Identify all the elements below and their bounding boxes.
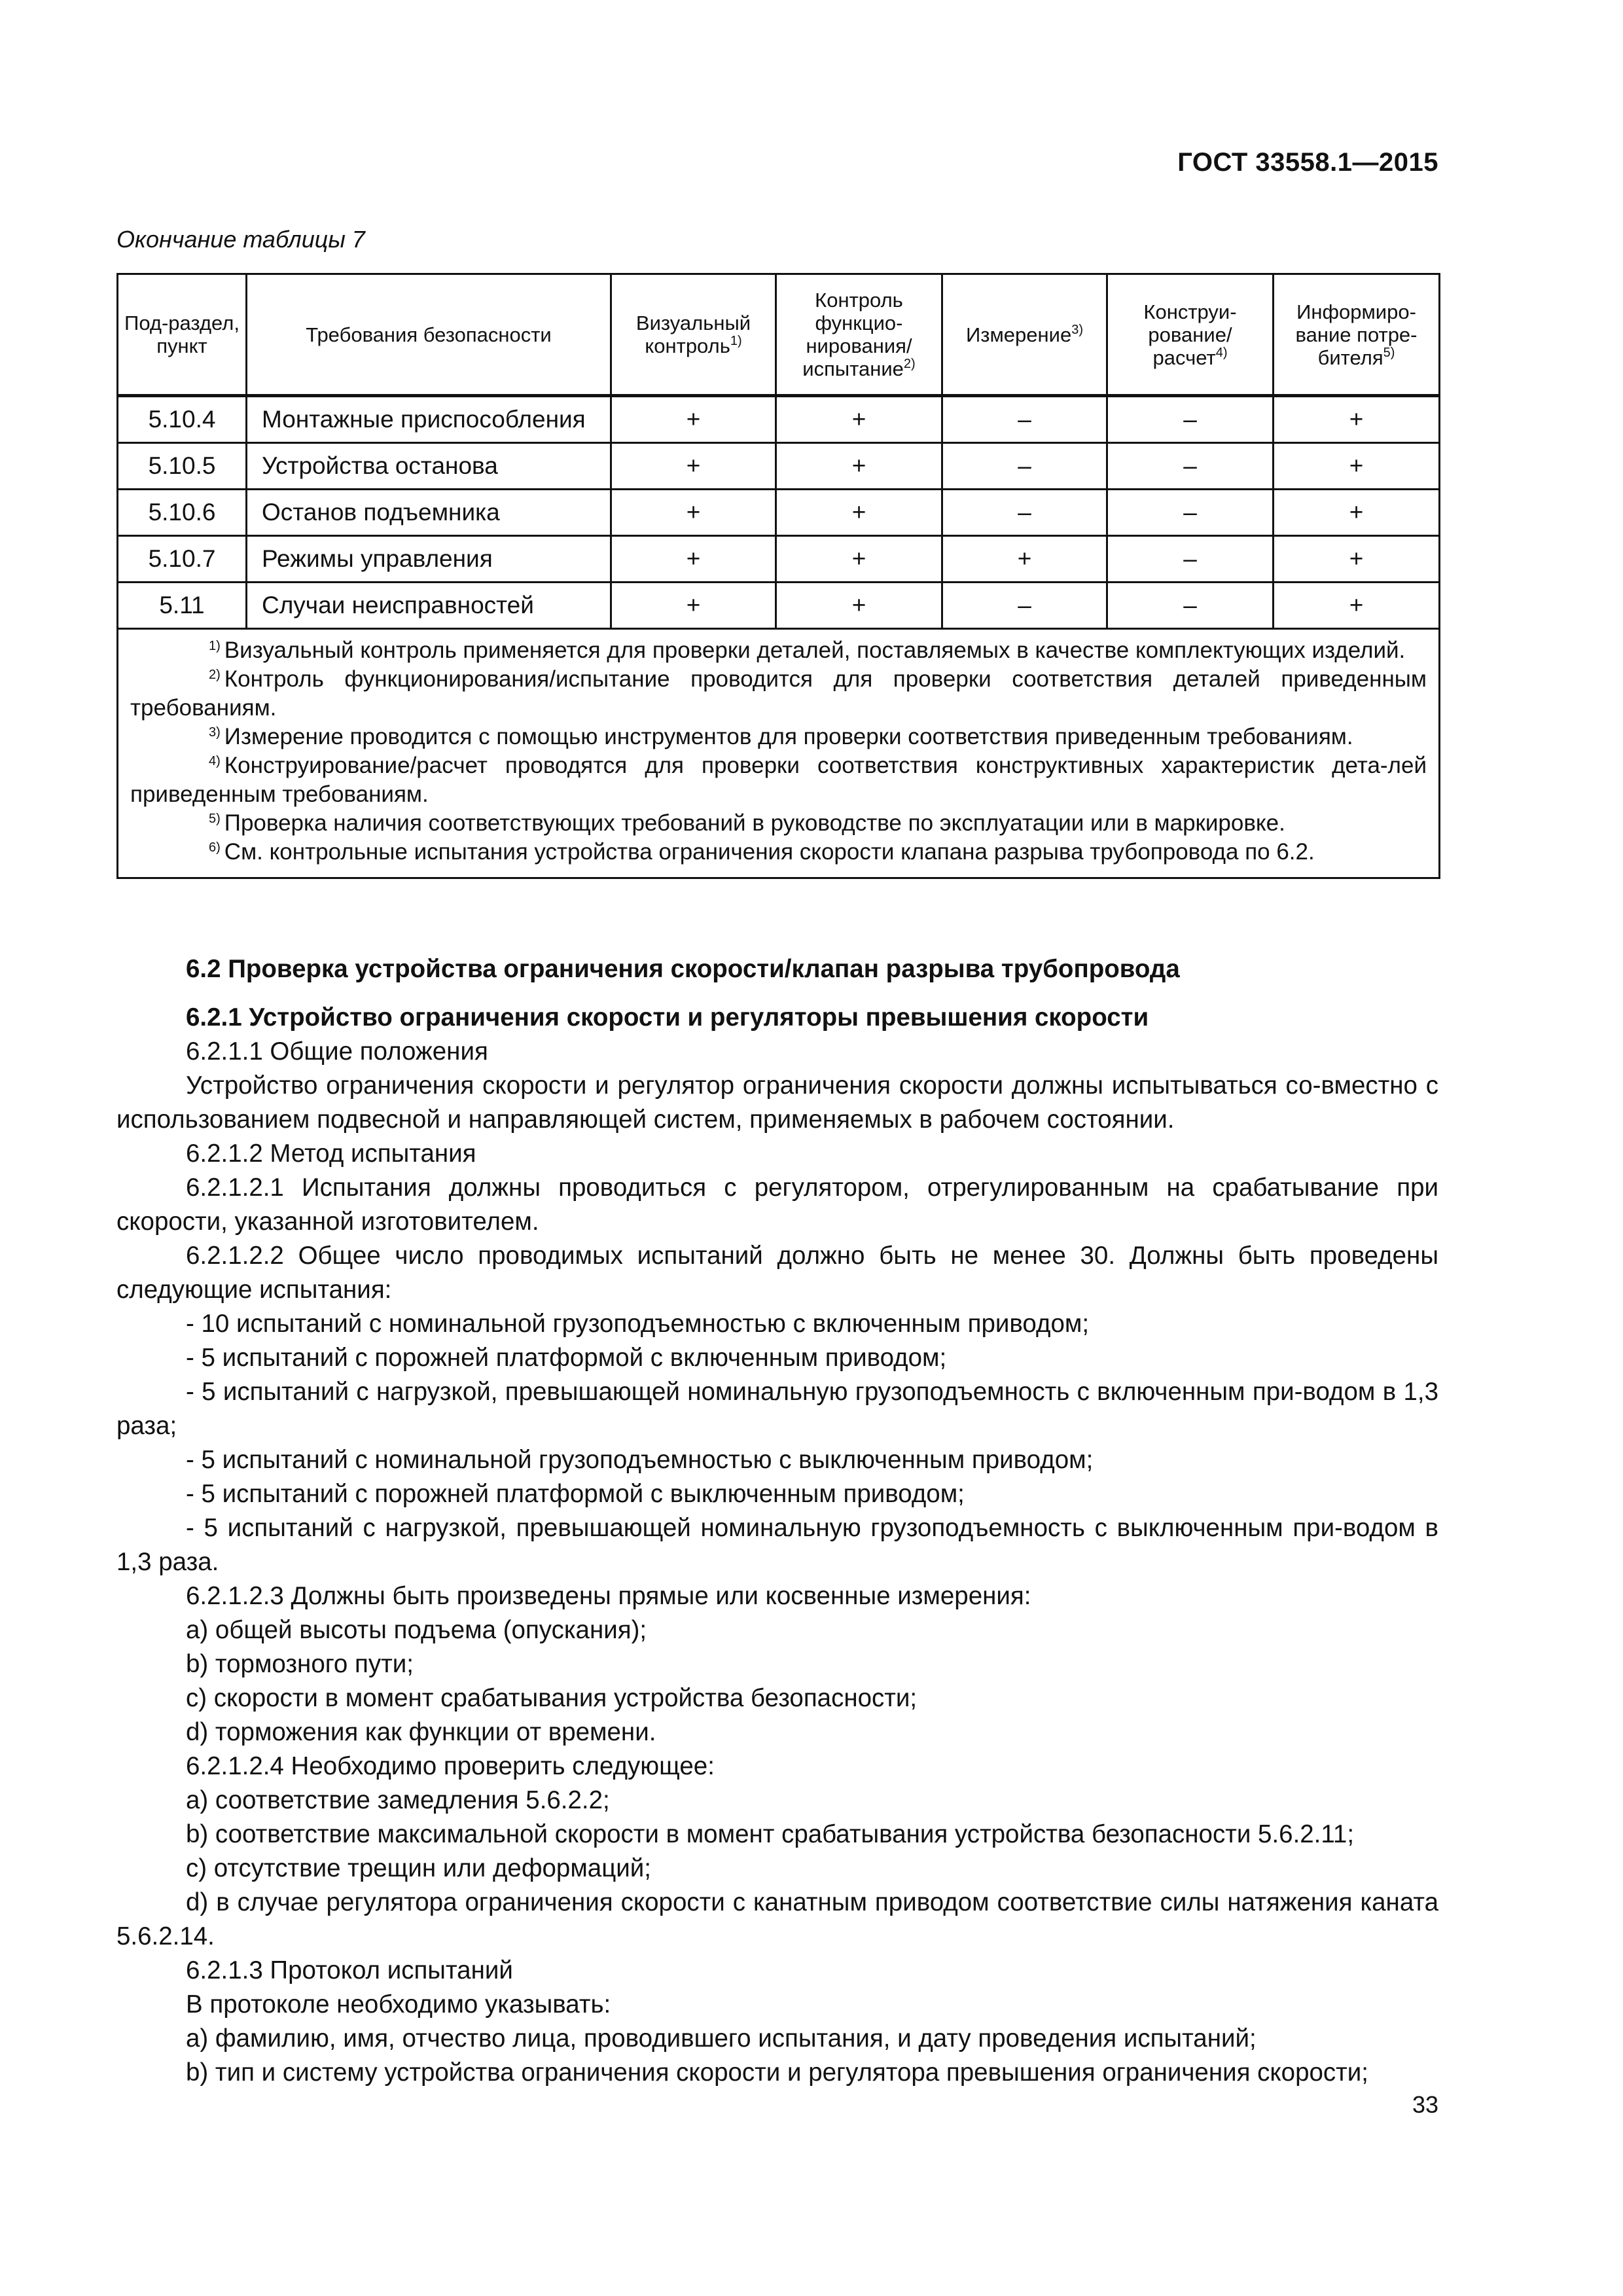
table-footnotes-row <box>118 629 1440 878</box>
cell-visual: + <box>611 396 776 443</box>
cell-section: 5.10.6 <box>118 490 247 536</box>
list-item: b) тип и систему устройства ограничения скорости и регулятора превышения ограничения скорости; <box>186 2058 1368 2087</box>
paragraph: 6.2.1.2.1 Испытания должны проводиться с регулятором, отрегулированным на срабатывание при скорости, указанной изготовителем. <box>116 1174 1438 1236</box>
table-row <box>118 443 1440 490</box>
list-item: a) фамилию, имя, отчество лица, проводившего испытания, и дату проведения испытаний; <box>186 2024 1257 2053</box>
document-standard-number: ГОСТ 33558.1—2015 <box>1177 148 1438 177</box>
table-row <box>118 583 1440 629</box>
cell-design: – <box>1107 396 1274 443</box>
subsection-heading: 6.2.1 Устройство ограничения скорости и регуляторы превышения скорости <box>186 1003 1149 1031</box>
cell-info: + <box>1274 396 1440 443</box>
list-item: d) в случае регулятора ограничения скорости с канатным приводом соответствие силы натяжения каната 5.6.2.14. <box>116 1888 1438 1950</box>
list-item: b) соответствие максимальной скорости в момент срабатывания устройства безопасности 5.6.2.11; <box>186 1820 1355 1848</box>
column-header-visual-check: Визуальный контроль$^{1)}$ <box>611 274 776 396</box>
cell-requirement: Режимы управления <box>247 536 611 583</box>
footnote: $^{5)}$ Проверка наличия соответствующих требований в руководстве по эксплуатации или в маркировке. <box>209 810 1285 836</box>
paragraph: 6.2.1.3 Протокол испытаний <box>186 1956 513 1984</box>
safety-requirements-table <box>116 273 1440 879</box>
paragraph: 6.2.1.1 Общие положения <box>186 1037 488 1066</box>
table-row <box>118 396 1440 443</box>
column-header-function-test: Контроль функцио-нирования/ испытание$^{2)}$ <box>776 274 942 396</box>
cell-function-test: + <box>776 536 942 583</box>
cell-info: + <box>1274 443 1440 490</box>
paragraph: Устройство ограничения скорости и регулятор ограничения скорости должны испытываться со-вместно с использованием подвесной и направляющей систем, применяемых в рабочем состоянии. <box>116 1071 1438 1134</box>
cell-visual: + <box>611 536 776 583</box>
list-item: - 5 испытаний с номинальной грузоподъемностью с выключенным приводом; <box>186 1446 1094 1474</box>
list-item: c) скорости в момент срабатывания устройства безопасности; <box>186 1684 918 1712</box>
cell-measurement: – <box>942 490 1107 536</box>
cell-measurement: + <box>942 536 1107 583</box>
list-item: a) соответствие замедления 5.6.2.2; <box>186 1786 610 1814</box>
table-caption: Окончание таблицы 7 <box>116 226 365 253</box>
list-item: - 10 испытаний с номинальной грузоподъемностью с включенным приводом; <box>186 1310 1090 1338</box>
cell-measurement: – <box>942 396 1107 443</box>
paragraph: 6.2.1.2.2 Общее число проводимых испытаний должно быть не менее 30. Должны быть проведены следующие испытания: <box>116 1242 1438 1304</box>
cell-design: – <box>1107 536 1274 583</box>
cell-measurement: – <box>942 443 1107 490</box>
cell-info: + <box>1274 583 1440 629</box>
page-number: 33 <box>1412 2091 1438 2118</box>
table-row <box>118 490 1440 536</box>
footnote: $^{4)}$ Конструирование/расчет проводятся для проверки соответствия конструктивных характеристик дета-лей приведенным требованиям. <box>130 753 1427 807</box>
column-header-section: Под-раздел, пункт <box>118 274 247 396</box>
list-item: - 5 испытаний с нагрузкой, превышающей номинальную грузоподъемность с включенным при-водом в 1,3 раза; <box>116 1378 1438 1440</box>
footnote: $^{1)}$ Визуальный контроль применяется для проверки деталей, поставляемых в качестве комплектующих изделий. <box>209 637 1406 663</box>
list-item: - 5 испытаний с порожней платформой с включенным приводом; <box>186 1344 947 1372</box>
cell-requirement: Устройства останова <box>247 443 611 490</box>
cell-info: + <box>1274 490 1440 536</box>
column-header-requirements: Требования безопасности <box>247 274 611 396</box>
footnote: $^{6)}$ См. контрольные испытания устройства ограничения скорости клапана разрыва трубопровода по 6.2. <box>209 839 1315 865</box>
cell-info: + <box>1274 536 1440 583</box>
cell-visual: + <box>611 443 776 490</box>
cell-section: 5.10.5 <box>118 443 247 490</box>
cell-visual: + <box>611 583 776 629</box>
cell-function-test: + <box>776 443 942 490</box>
table-header-row <box>118 274 1440 396</box>
column-header-user-info: Информиро-вание потре-бителя$^{5)}$ <box>1274 274 1440 396</box>
cell-section: 5.11 <box>118 583 247 629</box>
section-heading: 6.2 Проверка устройства ограничения скорости/клапан разрыва трубопровода <box>186 955 1180 983</box>
cell-requirement: Останов подъемника <box>247 490 611 536</box>
list-item: c) отсутствие трещин или деформаций; <box>186 1854 651 1882</box>
cell-function-test: + <box>776 583 942 629</box>
list-item: - 5 испытаний с порожней платформой с выключенным приводом; <box>186 1480 965 1508</box>
table-row <box>118 536 1440 583</box>
paragraph: 6.2.1.2 Метод испытания <box>186 1139 476 1168</box>
cell-section: 5.10.7 <box>118 536 247 583</box>
cell-requirement: Случаи неисправностей <box>247 583 611 629</box>
column-header-measurement: Измерение$^{3)}$ <box>942 274 1107 396</box>
list-item: b) тормозного пути; <box>186 1650 414 1678</box>
cell-function-test: + <box>776 490 942 536</box>
cell-visual: + <box>611 490 776 536</box>
paragraph: 6.2.1.2.3 Должны быть произведены прямые или косвенные измерения: <box>186 1582 1031 1610</box>
column-header-design-calc: Конструи-рование/ расчет$^{4)}$ <box>1107 274 1274 396</box>
cell-section: 5.10.4 <box>118 396 247 443</box>
paragraph: 6.2.1.2.4 Необходимо проверить следующее: <box>186 1752 715 1780</box>
cell-requirement: Монтажные приспособления <box>247 396 611 443</box>
cell-design: – <box>1107 490 1274 536</box>
paragraph: В протоколе необходимо указывать: <box>186 1990 611 2018</box>
cell-design: – <box>1107 583 1274 629</box>
cell-function-test: + <box>776 396 942 443</box>
footnote: $^{2)}$ Контроль функционирования/испытание проводится для проверки соответствия деталей приведенным требованиям. <box>130 666 1427 721</box>
table-footnotes <box>118 629 1440 878</box>
document-body <box>116 952 1438 2090</box>
list-item: - 5 испытаний с нагрузкой, превышающей номинальную грузоподъемность с выключенным при-водом в 1,3 раза. <box>116 1514 1438 1576</box>
cell-measurement: – <box>942 583 1107 629</box>
list-item: d) торможения как функции от времени. <box>186 1718 656 1746</box>
cell-design: – <box>1107 443 1274 490</box>
footnote: $^{3)}$ Измерение проводится с помощью инструментов для проверки соответствия приведенным требованиям. <box>209 724 1353 749</box>
list-item: a) общей высоты подъема (опускания); <box>186 1616 647 1644</box>
